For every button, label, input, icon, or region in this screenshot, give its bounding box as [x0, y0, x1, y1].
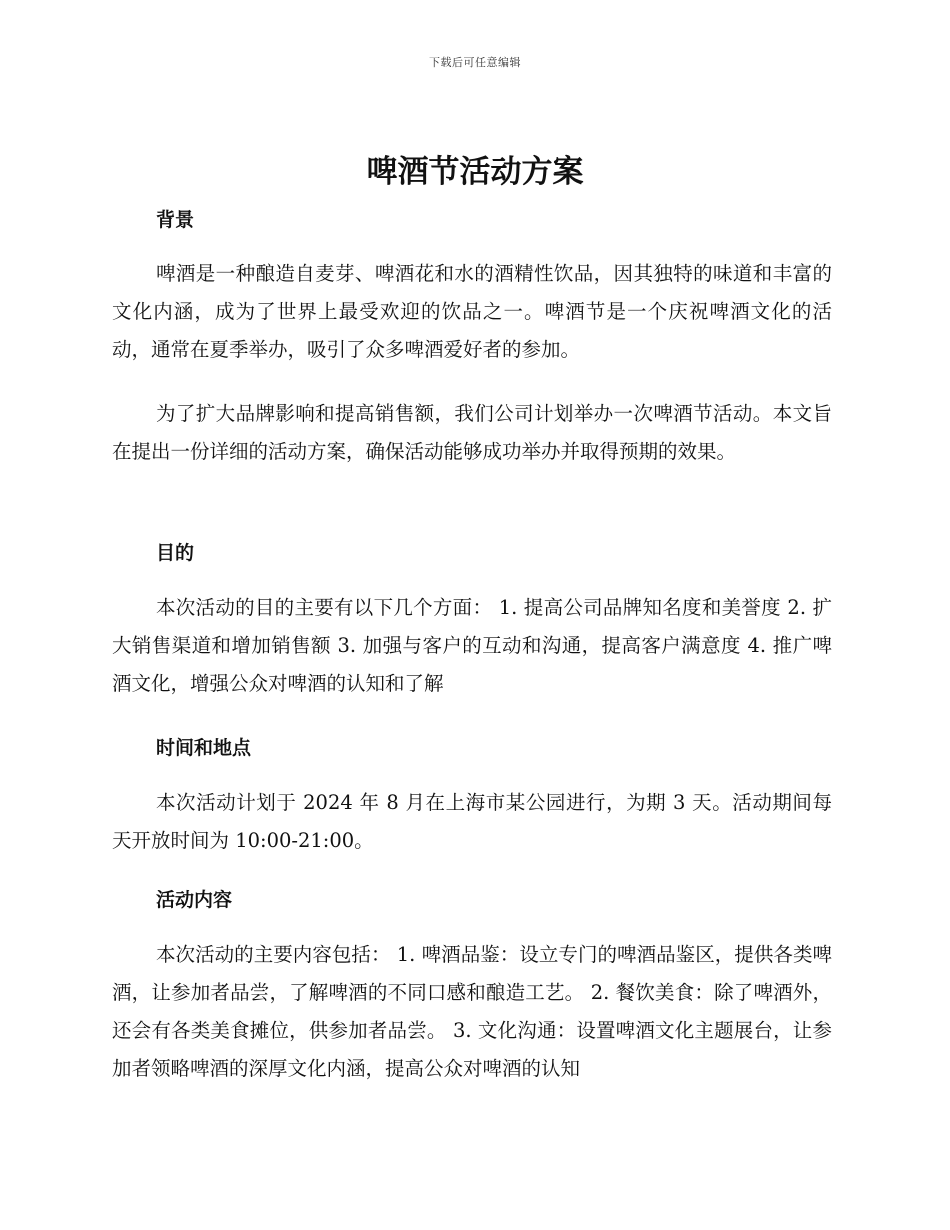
- section-heading-time-place: 时间和地点: [156, 737, 252, 759]
- background-paragraph-2: 为了扩大品牌影响和提高销售额，我们公司计划举办一次啤酒节活动。本文旨在提出一份详细的活动方案，确保活动能够成功举办并取得预期的效果。: [112, 402, 832, 463]
- time-place-paragraph: 本次活动计划于 2024 年 8 月在上海市某公园进行，为期 3 天。活动期间每天开放时间为 10:00-21:00。: [112, 791, 832, 852]
- page-header-note: 下载后可任意编辑: [429, 56, 521, 69]
- document-title: 啤酒节活动方案: [366, 154, 584, 190]
- activities-paragraph: 本次活动的主要内容包括： 1. 啤酒品鉴：设立专门的啤酒品鉴区，提供各类啤酒，让参加者品尝，了解啤酒的不同口感和酿造工艺。 2. 餐饮美食：除了啤酒外，还会有各类美食摊位，供参加者品尝。 3. 文化沟通：设置啤酒文化主题展台，让参加者领略啤酒的深厚文化内涵，提高公众对啤酒的认知: [112, 943, 832, 1080]
- section-heading-activities: 活动内容: [156, 889, 233, 911]
- purpose-paragraph: 本次活动的目的主要有以下几个方面： 1. 提高公司品牌知名度和美誉度 2. 扩大销售渠道和增加销售额 3. 加强与客户的互动和沟通，提高客户满意度 4. 推广啤酒文化，增强公众对啤酒的认知和了解: [112, 596, 832, 695]
- section-heading-purpose: 目的: [156, 542, 195, 564]
- background-paragraph-1: 啤酒是一种酿造自麦芽、啤酒花和水的酒精性饮品，因其独特的味道和丰富的文化内涵，成为了世界上最受欢迎的饮品之一。啤酒节是一个庆祝啤酒文化的活动，通常在夏季举办，吸引了众多啤酒爱好者的参加。: [112, 262, 832, 361]
- section-heading-background: 背景: [156, 209, 195, 231]
